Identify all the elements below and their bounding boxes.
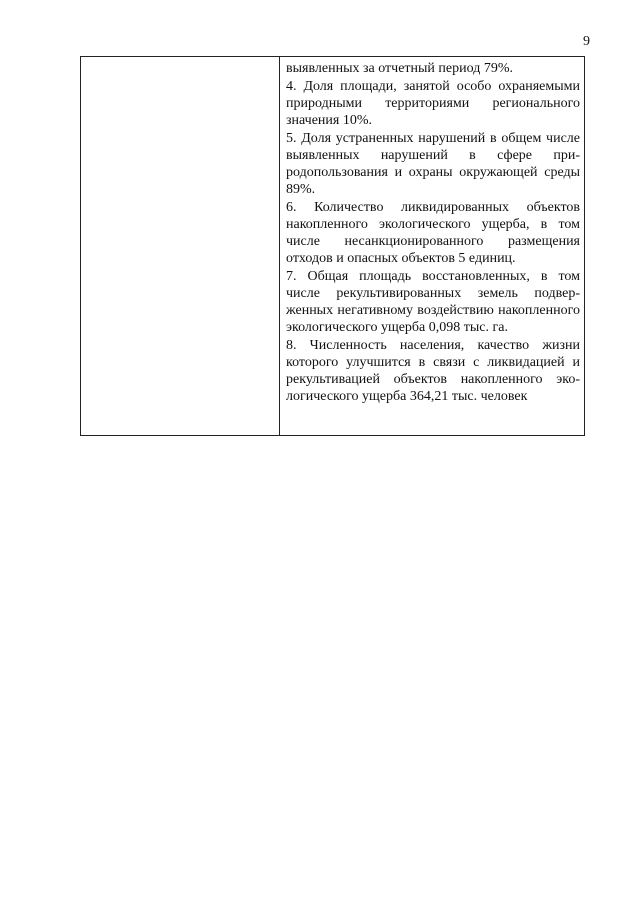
paragraph-item-6: 6. Количество ликвидированных объектов накопленного экологического ущерба, в том числе несанкционированного размещения отходов и опасных объектов 5 единиц. (286, 200, 580, 266)
paragraph-item-7: 7. Общая площадь восстановленных, в том числе рекультивированных земель подверженных негативному воздействию накопленного экологического ущерба 0,098 тыс. га. (286, 269, 580, 335)
table-left-cell (81, 57, 280, 435)
table-right-cell (286, 60, 580, 406)
paragraph-continuation: выявленных за отчетный период 79%. (286, 61, 513, 76)
paragraph-item-4: 4. Доля площади, занятой особо охраняемыми природными территориями регионального значения 10%. (286, 79, 580, 128)
indicators-table (80, 56, 585, 436)
paragraph-item-8: 8. Численность населения, качество жизни которого улучшится в связи с ликвидацией и рекультивацией объектов накопленного экологического ущерба 364,21 тыс. человек (286, 338, 580, 404)
page-number: 9 (583, 34, 590, 49)
paragraph-item-5: 5. Доля устраненных нарушений в общем числе выявленных нарушений в сфере природопользования и охраны окружающей среды 89%. (286, 131, 580, 197)
